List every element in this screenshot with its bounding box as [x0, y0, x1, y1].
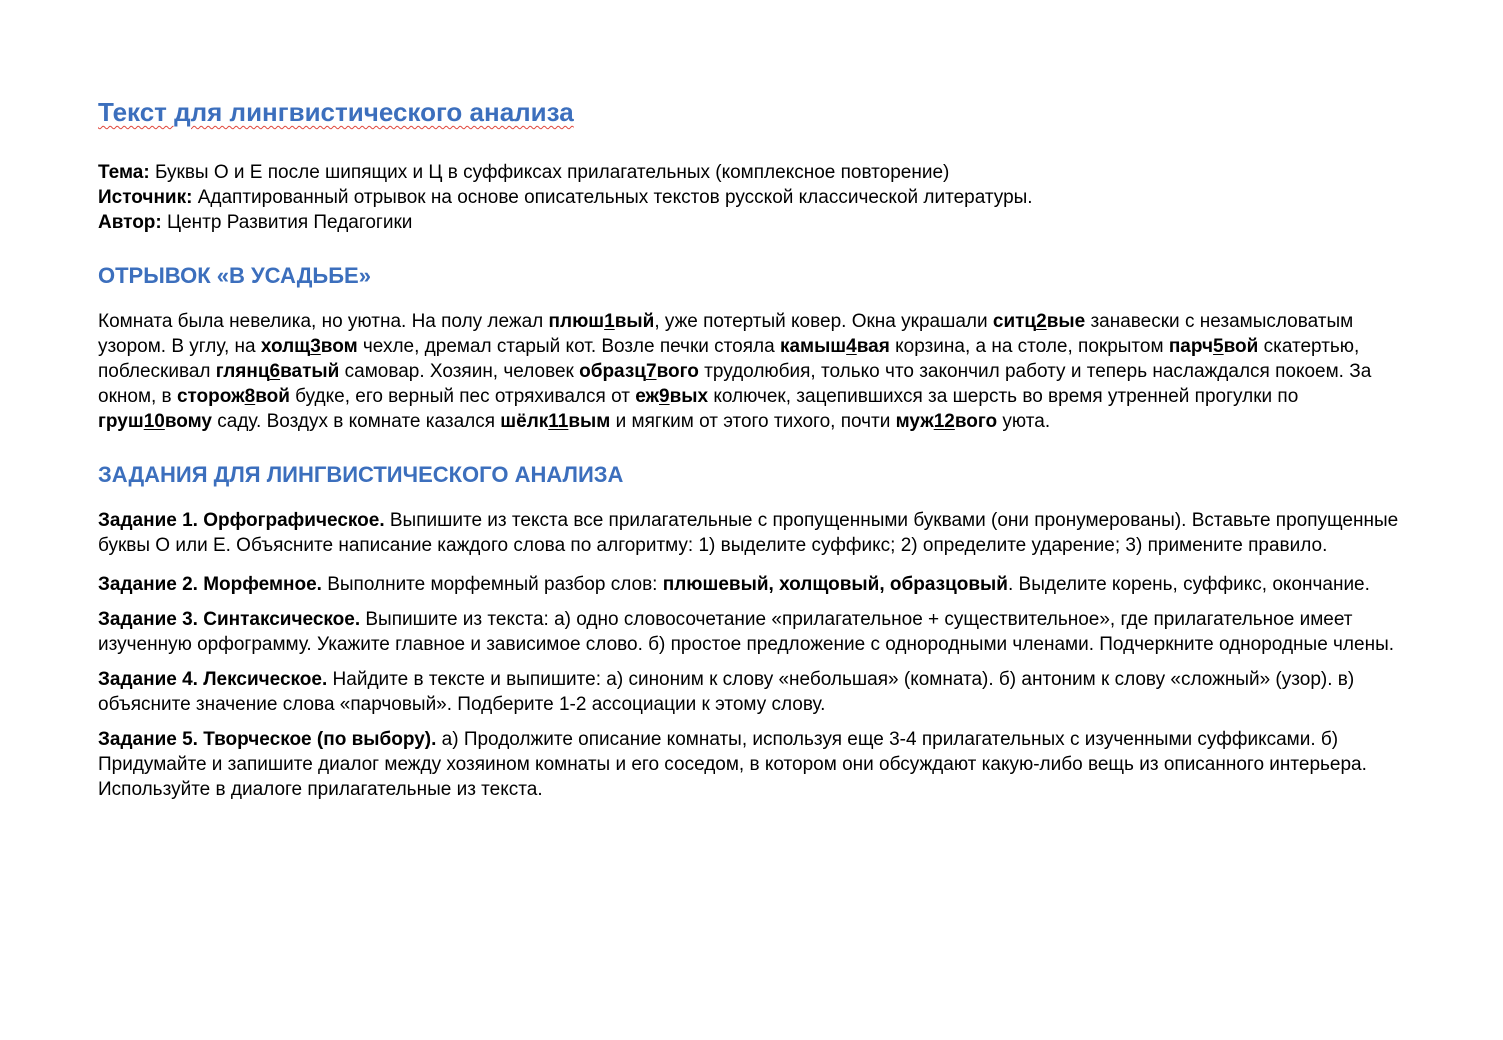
- task-3: [98, 607, 1405, 657]
- gap-number: 6: [269, 361, 281, 382]
- gap-word: [780, 336, 890, 357]
- gap-word: [1169, 336, 1259, 357]
- gap-number: 9: [659, 386, 670, 407]
- gap-word: [635, 386, 708, 407]
- gap-word-stem: ситц: [992, 311, 1037, 332]
- meta-topic-value: Буквы О и Е после шипящих и Ц в суффиксах прилагательных (комплексное повторение): [154, 162, 950, 183]
- gap-word-stem: камыш: [779, 336, 847, 357]
- gap-number: 3: [310, 336, 321, 357]
- passage-heading: ОТРЫВОК «В УСАДЬБЕ»: [98, 263, 371, 288]
- gap-word-stem: плюш: [548, 311, 605, 332]
- gap-word-ending: вых: [669, 386, 709, 407]
- task-4-body: Найдите в тексте и выпишите: а) синоним к слову «небольшая» (комната). б) антоним к слову «сложный» (узор). в) объясните значение слова «парчовый». Подберите 1-2 ассоциации к этому слову.: [98, 669, 1355, 715]
- gap-word-ending: вом: [320, 336, 358, 357]
- passage-text-segment: корзина, а на столе, покрытом: [889, 336, 1169, 357]
- task-2-body-b: . Выделите корень, суффикс, окончание.: [1007, 574, 1370, 595]
- passage-text-segment: будке, его верный пес отряхивался от: [289, 386, 636, 407]
- gap-word: [261, 336, 358, 357]
- task-3-title: Задание 3. Синтаксическое.: [98, 609, 361, 630]
- passage-text-segment: саду. Воздух в комнате казался: [212, 411, 501, 432]
- task-5-title: Задание 5. Творческое (по выбору).: [98, 729, 437, 750]
- gap-number: 1: [604, 311, 615, 332]
- meta-topic: [98, 160, 1405, 185]
- gap-word-ending: вая: [856, 336, 890, 357]
- passage-text-segment: , уже потертый ковер. Окна украшали: [654, 311, 993, 332]
- task-2-words: плюшевый, холщовый, образцовый: [662, 574, 1008, 595]
- task-3-body: Выпишите из текста: а) одно словосочетание «прилагательное + существительное», где прилагательное имеет изученную орфограмму. Укажите главное и зависимое слово. б) простое предложение с однородными членами. Подчеркните однородные члены.: [98, 609, 1395, 655]
- passage-text-segment: уюта.: [997, 411, 1051, 432]
- meta-author-value: Центр Развития Педагогики: [167, 212, 413, 233]
- gap-word-ending: ватый: [280, 361, 340, 382]
- gap-number: 7: [645, 361, 657, 382]
- passage-text-segment: чехле, дремал старый кот. Возле печки стояла: [357, 336, 780, 357]
- gap-number: 8: [244, 386, 256, 407]
- passage-text-segment: и мягким от этого тихого, почти: [610, 411, 896, 432]
- gap-word-stem: парч: [1168, 336, 1214, 357]
- meta-source-label: Источник:: [98, 187, 193, 208]
- task-1: [98, 508, 1405, 558]
- gap-word-stem: сторож: [176, 386, 245, 407]
- passage-text: [98, 309, 1405, 434]
- passage-text-segment: скатертью, поблескивал: [98, 336, 1360, 382]
- task-1-title: Задание 1. Орфографическое.: [98, 510, 385, 531]
- gap-number: 5: [1213, 336, 1224, 357]
- task-4: [98, 667, 1405, 717]
- gap-word-ending: вой: [255, 386, 290, 407]
- document-meta: [98, 160, 1405, 235]
- gap-word: [98, 411, 212, 432]
- passage-text-segment: занавески с незамысловатым узором. В углу, на: [98, 311, 1354, 357]
- task-2: [98, 572, 1405, 597]
- gap-word: [216, 361, 340, 382]
- meta-source-value: Адаптированный отрывок на основе описательных текстов русской классической литературы.: [197, 187, 1033, 208]
- gap-number: 4: [846, 336, 857, 357]
- gap-word-ending: вого: [656, 361, 699, 382]
- gap-word: [500, 411, 610, 432]
- passage-text-segment: Комната была невелика, но уютна. На полу лежал: [98, 311, 549, 332]
- gap-number: 12: [933, 411, 955, 432]
- gap-word-ending: вым: [568, 411, 611, 432]
- meta-source: [98, 185, 1405, 210]
- task-4-title: Задание 4. Лексическое.: [98, 669, 328, 690]
- meta-author: [98, 210, 1405, 235]
- gap-word-ending: вые: [1046, 311, 1086, 332]
- task-5-body: а) Продолжите описание комнаты, используя еще 3-4 прилагательных с изученными суффиксами. б) Придумайте и запишите диалог между хозяином комнаты и его соседом, в котором они обсуждают какую-либо вещь из описанного интерьера. Используйте в диалоге прилагательные из текста.: [98, 729, 1367, 800]
- gap-word-stem: глянц: [215, 361, 270, 382]
- gap-word-stem: холщ: [260, 336, 311, 357]
- gap-word: [177, 386, 290, 407]
- tasks-heading: ЗАДАНИЯ ДЛЯ ЛИНГВИСТИЧЕСКОГО АНАЛИЗА: [98, 462, 624, 487]
- gap-number: 2: [1036, 311, 1047, 332]
- gap-word-ending: вому: [164, 411, 212, 432]
- gap-word: [896, 411, 998, 432]
- document-title: Текст для лингвистического анализа: [98, 97, 574, 127]
- task-5: [98, 727, 1405, 802]
- meta-topic-label: Тема:: [98, 162, 150, 183]
- gap-word-ending: вого: [954, 411, 998, 432]
- gap-word: [993, 311, 1085, 332]
- gap-word-stem: образц: [579, 361, 646, 382]
- passage-text-segment: колючек, зацепившихся за шерсть во время утренней прогулки по: [708, 386, 1299, 407]
- gap-word: [579, 361, 699, 382]
- gap-word-stem: еж: [635, 386, 660, 407]
- gap-word-stem: шёлк: [500, 411, 549, 432]
- gap-word-stem: груш: [98, 411, 144, 432]
- gap-word-ending: вой: [1223, 336, 1259, 357]
- passage-text-segment: трудолюбия, только что закончил работу и теперь наслаждался покоем. За окном, в: [98, 361, 1372, 407]
- task-1-body: Выпишите из текста все прилагательные с пропущенными буквами (они пронумерованы). Вставьте пропущенные буквы О или Е. Объясните написание каждого слова по алгоритму: 1) выделите суффикс; 2) определите ударение; 3) примените правило.: [98, 510, 1399, 556]
- task-2-body-a: Выполните морфемный разбор слов:: [321, 574, 663, 595]
- passage-text-segment: самовар. Хозяин, человек: [339, 361, 580, 382]
- gap-number: 11: [548, 411, 569, 432]
- gap-word: [549, 311, 655, 332]
- task-2-title: Задание 2. Морфемное.: [98, 574, 322, 595]
- gap-number: 10: [143, 411, 165, 432]
- gap-word-stem: муж: [895, 411, 934, 432]
- gap-word-ending: вый: [614, 311, 655, 332]
- meta-author-label: Автор:: [98, 212, 162, 233]
